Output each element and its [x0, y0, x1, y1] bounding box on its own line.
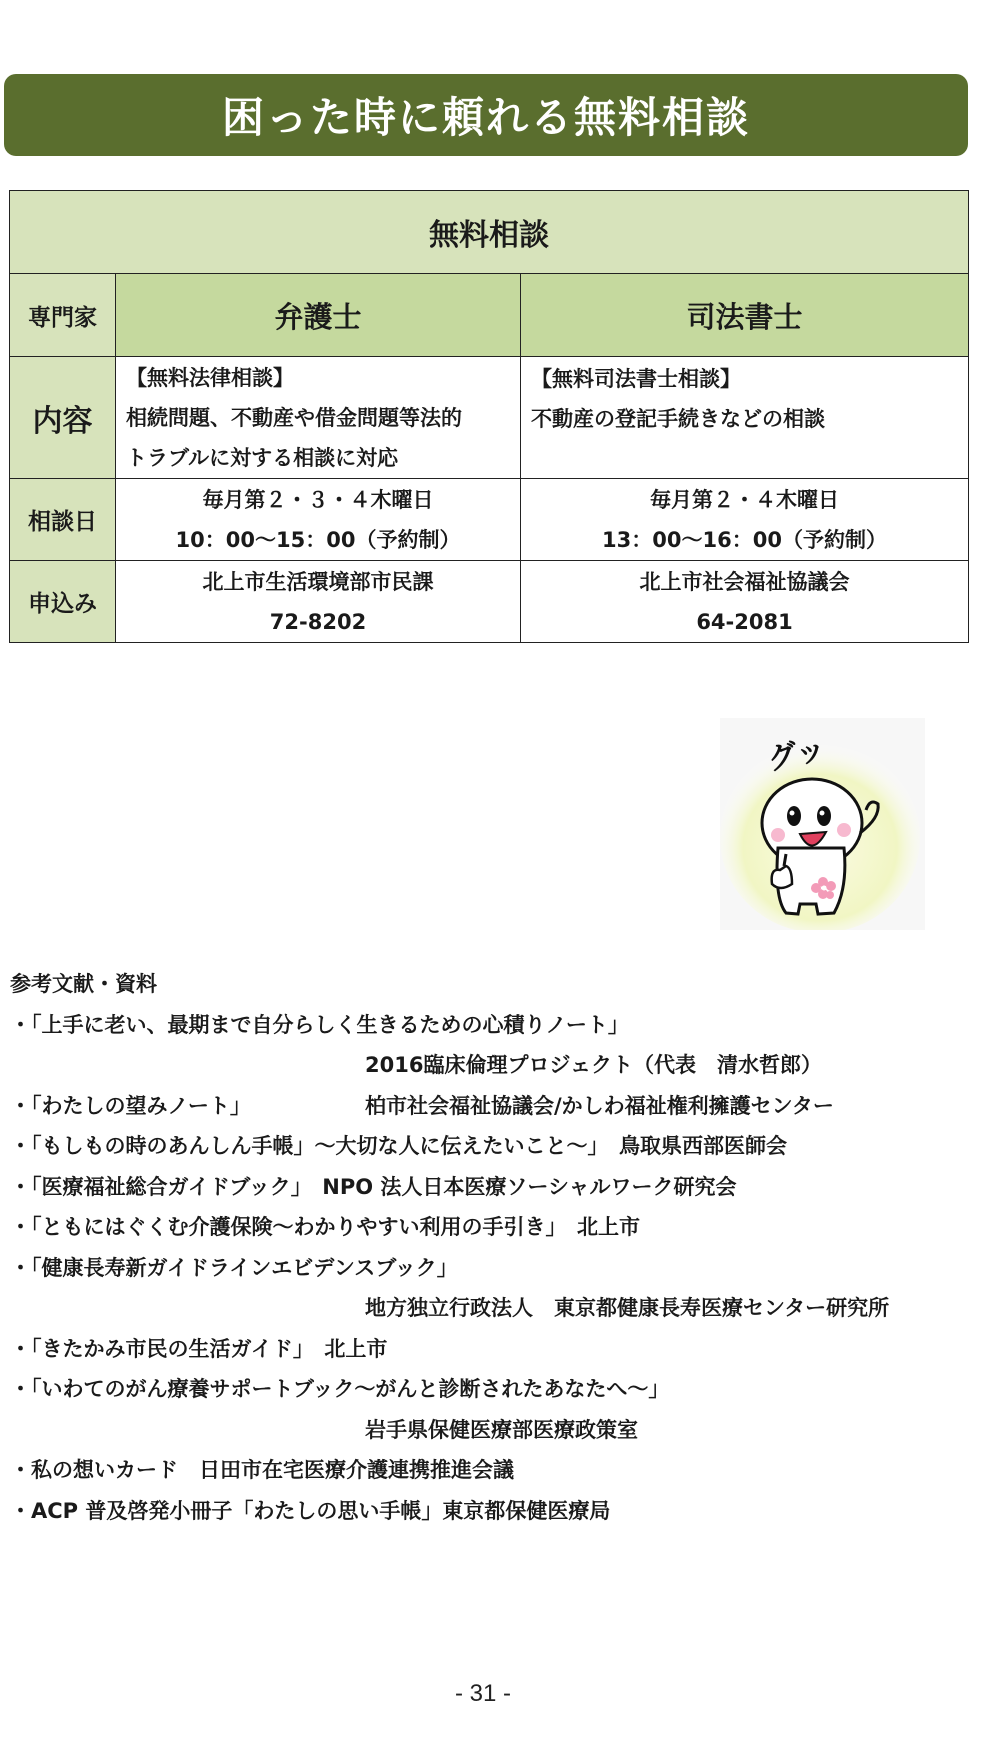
reference-author: 2016臨床倫理プロジェクト（代表 清水哲郎） [365, 1053, 823, 1077]
reference-author: 地方独立行政法人 東京都健康長寿医療センター研究所 [365, 1296, 890, 1320]
row-label-date: 相談日 [10, 479, 116, 561]
content-scrivener [521, 357, 969, 479]
table-caption: 無料相談 [10, 191, 969, 274]
reference-item-continued [10, 1410, 1000, 1451]
references-heading: 参考文献・資料 [10, 972, 157, 996]
date-scrivener [521, 479, 969, 561]
apply-lawyer [116, 561, 521, 643]
content-lawyer-line: 【無料法律相談】 [126, 365, 294, 390]
mascot-illustration [720, 718, 925, 930]
apply-scrivener [521, 561, 969, 643]
consultation-table [9, 190, 969, 643]
header-scrivener: 司法書士 [521, 274, 969, 357]
content-lawyer-line: トラブルに対する相談に対応 [126, 445, 399, 470]
reference-item: ・私の想いカード 日田市在宅医療介護連携推進会議 [10, 1458, 514, 1482]
content-scrivener-line: 【無料司法書士相談】 [531, 367, 741, 391]
reference-item-continued [10, 1045, 1000, 1086]
apply-lawyer-office: 北上市生活環境部市民課 [202, 569, 434, 594]
reference-title: ・「わたしの望みノート」 [10, 1093, 251, 1118]
reference-author: 岩手県保健医療部医療政策室 [365, 1417, 638, 1442]
title-banner [4, 74, 968, 156]
page-number: - 31 - [454, 1680, 511, 1707]
date-scrivener-days: 毎月第２・４木曜日 [650, 487, 839, 512]
references-section [10, 964, 1000, 1531]
date-lawyer-days: 毎月第２・３・４木曜日 [202, 487, 434, 512]
reference-item: ・「いわてのがん療養サポートブック～がんと診断されたあなたへ～」 [10, 1377, 670, 1401]
apply-scrivener-phone: 64-2081 [696, 609, 793, 634]
reference-item: ・ACP 普及啓発小冊子「わたしの思い手帳」東京都保健医療局 [10, 1498, 611, 1523]
apply-lawyer-phone: 72-8202 [269, 609, 367, 634]
reference-item: ・「ともにはぐくむ介護保険～わかりやすい利用の手引き」 北上市 [10, 1215, 640, 1239]
content-scrivener-line: 不動産の登記手続きなどの相談 [531, 407, 825, 431]
date-lawyer [116, 479, 521, 561]
reference-item [10, 1086, 1000, 1127]
reference-item-continued [10, 1288, 1000, 1329]
header-row-label: 専門家 [10, 274, 116, 357]
row-label-content: 内容 [10, 357, 116, 479]
reference-item: ・「上手に老い、最期まで自分らしく生きるための心積りノート」 [10, 1012, 629, 1037]
date-scrivener-hours: 13：00～16：00（予約制） [602, 527, 887, 552]
reference-item: ・「健康長寿新ガイドラインエビデンスブック」 [10, 1255, 458, 1280]
reference-author: 柏市社会福祉協議会/かしわ福祉権利擁護センター [365, 1093, 834, 1118]
row-label-apply: 申込み [10, 561, 116, 643]
reference-item: ・「きたかみ市民の生活ガイド」 北上市 [10, 1336, 388, 1361]
page-title: 困った時に頼れる無料相談 [221, 93, 750, 142]
date-lawyer-hours: 10：00～15：00（予約制） [175, 527, 461, 552]
reference-item: ・「もしもの時のあんしん手帳」～大切な人に伝えたいこと～」 鳥取県西部医師会 [10, 1134, 787, 1158]
header-lawyer: 弁護士 [116, 274, 521, 357]
apply-scrivener-office: 北上市社会福祉協議会 [639, 569, 850, 594]
mascot-exclamation: グッ [764, 731, 829, 778]
content-lawyer-line: 相続問題、不動産や借金問題等法的 [126, 405, 462, 430]
reference-item: ・「医療福祉総合ガイドブック」 NPO 法人日本医療ソーシャルワーク研究会 [10, 1174, 737, 1199]
content-lawyer [116, 357, 521, 479]
